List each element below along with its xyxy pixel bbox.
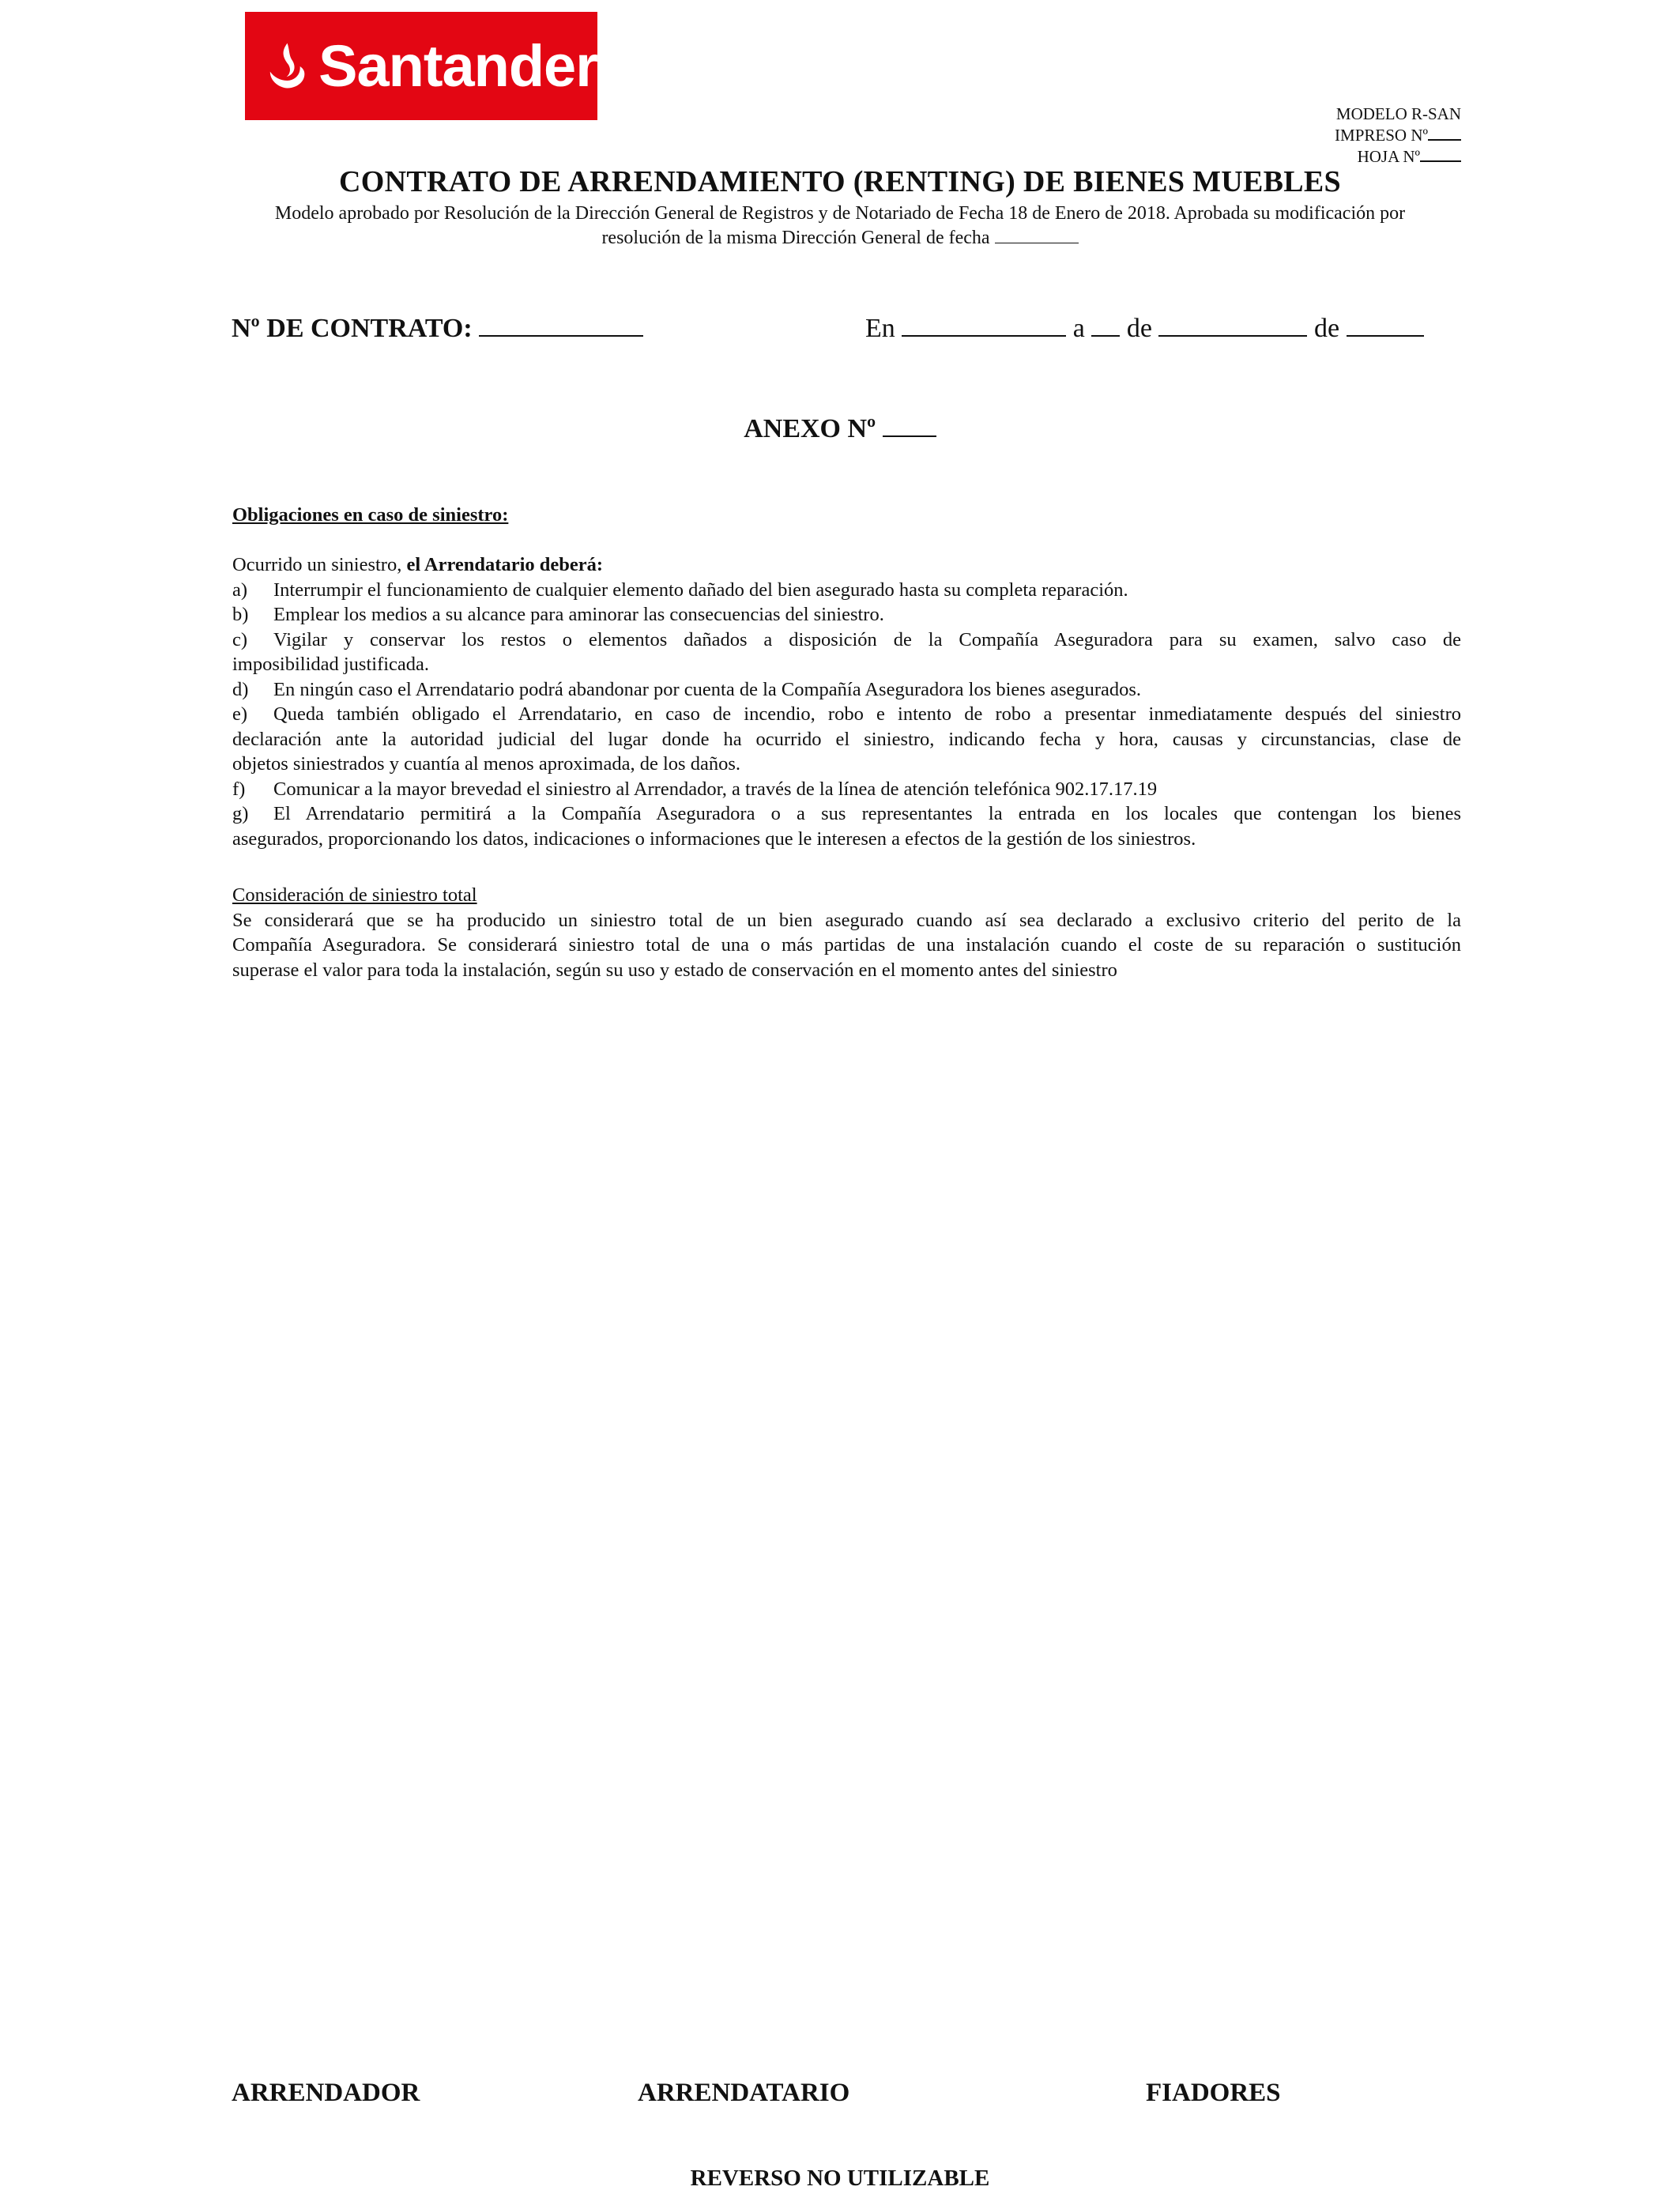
section-heading: Consideración de siniestro total bbox=[232, 884, 477, 906]
flame-icon bbox=[267, 40, 307, 92]
contract-number bbox=[232, 313, 643, 344]
month-blank bbox=[1158, 313, 1307, 337]
paragraph-line: superase el valor para toda la instalación, según su uso y estado de conservación en el momento antes del siniestro bbox=[232, 959, 1117, 981]
contract-number-label: Nº DE CONTRATO: bbox=[232, 314, 473, 343]
paragraph-line: Compañía Aseguradora. Se considerará siniestro total de una o más partidas de una instalación cuando el coste de su reparación o sustitución bbox=[232, 934, 1461, 956]
contract-number-blank bbox=[479, 313, 643, 337]
fecha-blank bbox=[995, 230, 1079, 243]
list-item: f) Comunicar a la mayor brevedad el siniestro al Arrendador, a través de la línea de atención telefónica 902.17.17.19 bbox=[232, 778, 1158, 800]
hoja-label: HOJA Nº bbox=[1357, 147, 1420, 166]
impreso-field bbox=[1335, 125, 1461, 146]
list-item: a) Interrumpir el funcionamiento de cualquier elemento dañado del bien asegurado hasta su completa reparación. bbox=[232, 579, 1128, 601]
santander-logo bbox=[245, 12, 597, 120]
list-item: g) El Arrendatario permitirá a la Compañía Aseguradora o a sus representantes la entrada en los locales que contengan los bienes asegurados, proporcionando los datos, indicaciones o informaciones que le interesen a efectos de la gestión de los siniestros. bbox=[232, 803, 1461, 850]
arrendatario-signature-label: ARRENDATARIO bbox=[638, 2079, 850, 2107]
place-date-line bbox=[865, 313, 1424, 344]
list-item: c) Vigilar y conservar los restos o elementos dañados a disposición de la Compañía Aseguradora para su examen, salvo caso de imposibilidad justificada. bbox=[232, 628, 1461, 675]
paragraph-line: Se considerará que se ha producido un siniestro total de un bien asegurado cuando así sea declarado a exclusivo criterio del perito de la bbox=[232, 909, 1461, 931]
section-obligaciones bbox=[232, 503, 1461, 851]
subtitle-line-1: Modelo aprobado por Resolución de la Dirección General de Registros y de Notariado de Fecha 18 de Enero de 2018. Aprobada su modificación por bbox=[274, 203, 1406, 224]
impreso-blank bbox=[1428, 125, 1461, 141]
section-siniestro-total bbox=[232, 883, 1461, 982]
list-item: d) En ningún caso el Arrendatario podrá abandonar por cuenta de la Compañía Aseguradora los bienes asegurados. bbox=[232, 678, 1142, 700]
subtitle-line-2: resolución de la misma Dirección General de fecha bbox=[229, 226, 1451, 251]
de-label-1: de bbox=[1126, 314, 1152, 343]
a-label: a bbox=[1072, 314, 1085, 343]
place-blank bbox=[902, 313, 1066, 337]
section-heading: Obligaciones en caso de siniestro: bbox=[232, 504, 509, 526]
anexo-blank bbox=[883, 415, 936, 437]
fiadores-signature-label: FIADORES bbox=[1146, 2079, 1281, 2107]
en-label: En bbox=[865, 314, 895, 343]
year-blank bbox=[1347, 313, 1424, 337]
section-intro: Ocurrido un siniestro, el Arrendatario deberá: bbox=[232, 554, 604, 575]
de-label-2: de bbox=[1313, 314, 1340, 343]
anexo-heading: ANEXO Nº bbox=[0, 414, 1680, 444]
reverso-footer: REVERSO NO UTILIZABLE bbox=[690, 2166, 990, 2191]
document-title: CONTRATO DE ARRENDAMIENTO (RENTING) DE BIENES MUEBLES bbox=[338, 165, 1341, 198]
document-subtitle bbox=[229, 202, 1451, 251]
list-item: b) Emplear los medios a su alcance para aminorar las consecuencias del siniestro. bbox=[232, 604, 884, 625]
impreso-label: IMPRESO Nº bbox=[1335, 126, 1428, 145]
arrendador-signature-label: ARRENDADOR bbox=[232, 2079, 420, 2107]
list-item: e) Queda también obligado el Arrendatario, en caso de incendio, robo e intento de robo a presentar inmediatamente después del siniestro declaración ante la autoridad judicial del lugar donde ha ocurrido el siniestro, indicando fecha y hora, causas y circunstancias, clase de objetos siniestrados y cuantía al menos aproximada, de los daños. bbox=[232, 703, 1461, 775]
hoja-blank bbox=[1420, 146, 1461, 162]
modelo-label: MODELO R-SAN bbox=[1335, 104, 1461, 123]
day-blank bbox=[1091, 313, 1120, 337]
logo-text: Santander bbox=[318, 33, 597, 99]
